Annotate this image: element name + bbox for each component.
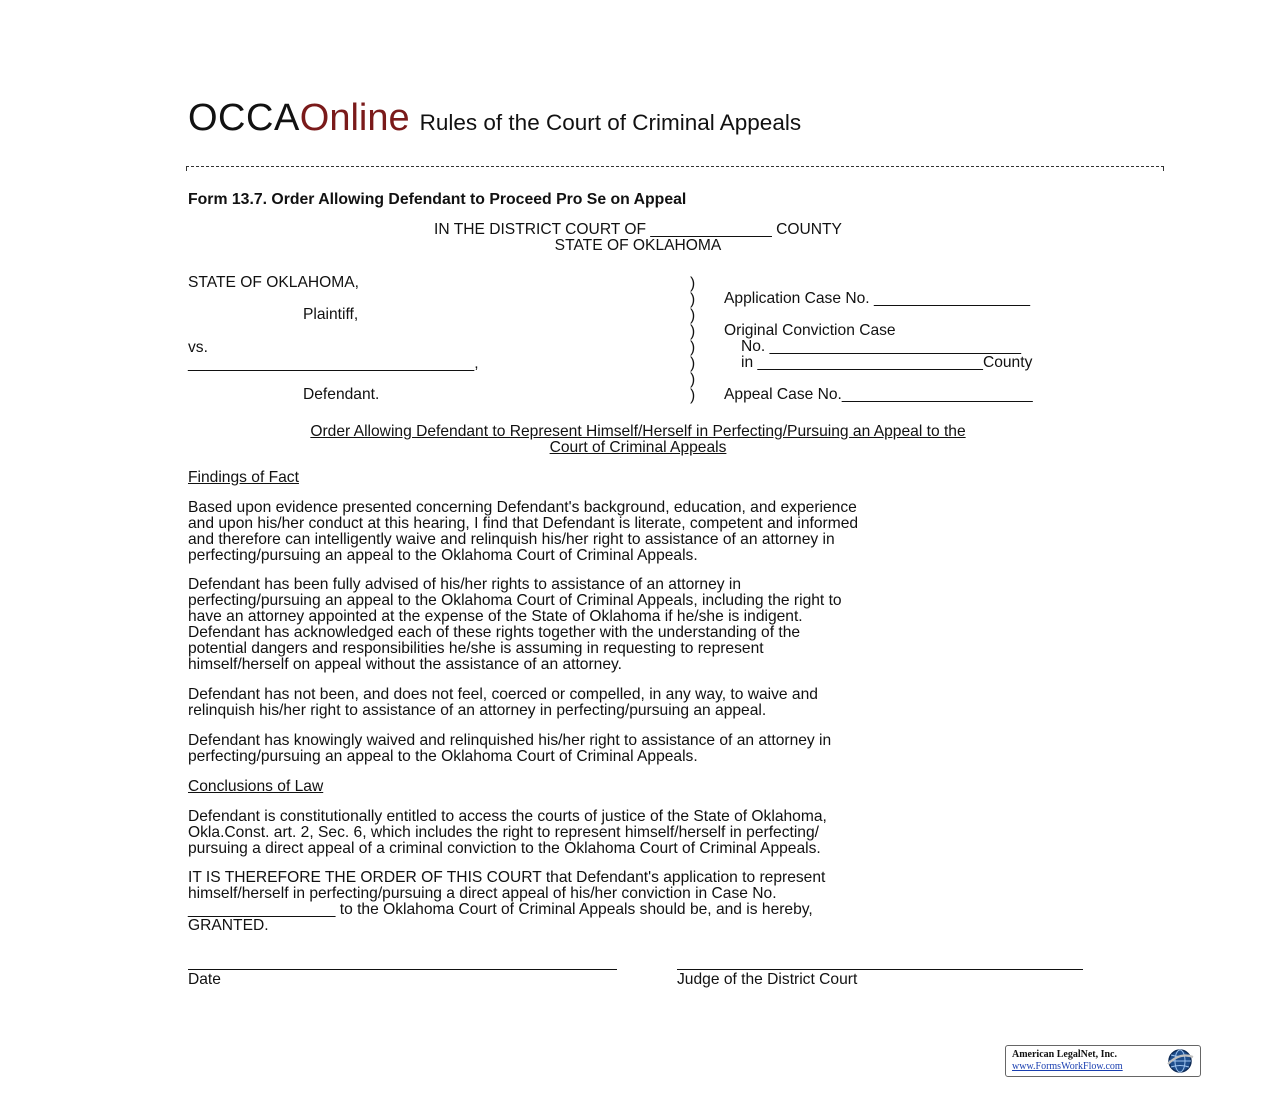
original-case-county: in __________________________County [741,354,1033,371]
caption-paren: ) [690,371,696,388]
divider-cap-right [1163,166,1164,171]
logo-company: American LegalNet, Inc. [1012,1049,1117,1060]
text-line: perfecting/pursuing an appeal to the Oklahoma Court of Criminal Appeals. [188,547,698,564]
order-title-line2: Court of Criminal Appeals [549,439,727,456]
brand-occa: OCCA [188,97,300,139]
caption-paren: ) [690,307,696,324]
text-line: potential dangers and responsibilities he/she is assuming in requesting to represent [188,640,764,657]
findings-paragraph-1 [188,500,1088,564]
text-line: perfecting/pursuing an appeal to the Oklahoma Court of Criminal Appeals. [188,748,698,765]
caption-paren: ) [690,339,696,356]
american-legalnet-logo[interactable] [1005,1045,1201,1077]
text-line: and upon his/her conduct at this hearing, I find that Defendant is literate, competent and informed [188,515,859,532]
conclusions-heading: Conclusions of Law [188,778,324,795]
text-line: perfecting/pursuing an appeal to the Oklahoma Court of Criminal Appeals, including the right to [188,592,842,609]
caption-paren: ) [690,291,696,308]
text-line: Okla.Const. art. 2, Sec. 6, which includes the right to represent himself/herself in perfecting/ [188,824,819,841]
caption-paren: ) [690,387,696,404]
original-conviction-case: Original Conviction Case [724,322,896,339]
defendant-label: Defendant. [303,386,380,403]
text-line: Defendant has knowingly waived and relinquished his/her right to assistance of an attorney in [188,732,832,749]
brand-subtitle: Rules of the Court of Criminal Appeals [419,110,802,135]
appeal-case-no: Appeal Case No.______________________ [724,386,1033,403]
text-line: pursuing a direct appeal of a criminal conviction to the Oklahoma Court of Criminal Appeals. [188,840,821,857]
court-heading-line2: STATE OF OKLAHOMA [554,237,722,254]
header-divider [186,166,1164,167]
date-label: Date [188,971,221,988]
site-header [188,96,801,148]
original-case-no: No. _____________________________ [741,338,1022,355]
text-line: IT IS THEREFORE THE ORDER OF THIS COURT that Defendant's application to represent [188,869,826,886]
form-title: Form 13.7. Order Allowing Defendant to Proceed Pro Se on Appeal [188,191,687,208]
globe-icon [1166,1048,1194,1074]
plaintiff-label: Plaintiff, [303,306,359,323]
divider-cap-left [186,166,187,171]
conclusions-paragraph-2 [188,870,1088,934]
caption-paren: ) [690,323,696,340]
judge-label: Judge of the District Court [677,971,858,988]
date-signature-line [188,969,617,970]
brand-online: Online [299,97,410,139]
caption-paren: ) [690,355,696,372]
order-title-line1: Order Allowing Defendant to Represent Himself/Herself in Perfecting/Pursuing an Appeal to the [310,423,966,440]
logo-url-link[interactable]: www.FormsWorkFlow.com [1012,1061,1123,1072]
court-heading-line1: IN THE DISTRICT COURT OF ______________ COUNTY [434,221,842,238]
text-line: relinquish his/her right to assistance of an attorney in perfecting/pursuing an appeal. [188,702,767,719]
caption-paren: ) [690,275,696,292]
vs-label: vs. [188,339,208,356]
text-line: GRANTED. [188,917,269,934]
findings-heading: Findings of Fact [188,469,299,486]
findings-paragraph-3 [188,687,1088,719]
judge-signature-line [677,969,1083,970]
text-line: Defendant has been fully advised of his/her rights to assistance of an attorney in [188,576,742,593]
plaintiff-party: STATE OF OKLAHOMA, [188,274,359,291]
text-line: Defendant has not been, and does not feel, coerced or compelled, in any way, to waive and [188,686,818,703]
findings-paragraph-2 [188,577,1088,673]
text-line: _________________ to the Oklahoma Court of Criminal Appeals should be, and is hereby, [188,901,813,918]
text-line: himself/herself on appeal without the assistance of an attorney. [188,656,622,673]
text-line: Defendant is constitutionally entitled to access the courts of justice of the State of Oklahoma, [188,808,827,825]
conclusions-paragraph-1 [188,809,1088,857]
text-line: Based upon evidence presented concerning Defendant's background, education, and experience [188,499,857,516]
application-case-no: Application Case No. __________________ [724,290,1031,307]
text-line: himself/herself in perfecting/pursuing a direct appeal of his/her conviction in Case No. [188,885,777,902]
text-line: and therefore can intelligently waive and relinquish his/her right to assistance of an attorney in [188,531,835,548]
findings-paragraph-4 [188,733,1088,765]
defendant-name-blank: _________________________________, [188,355,479,372]
text-line: Defendant has acknowledged each of these rights together with the understanding of the [188,624,801,641]
text-line: have an attorney appointed at the expense of the State of Oklahoma if he/she is indigent. [188,608,803,625]
